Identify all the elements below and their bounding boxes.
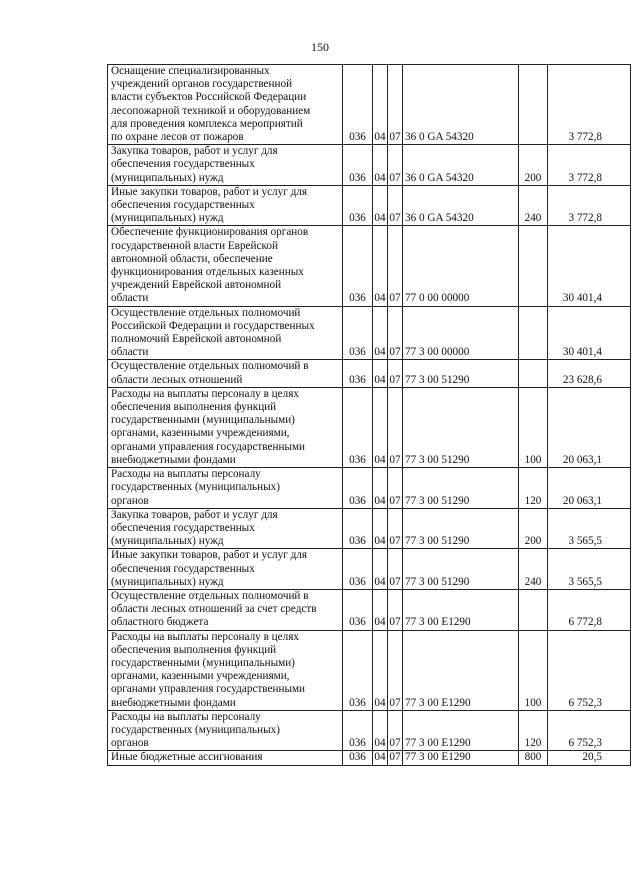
section-code: 04: [373, 508, 388, 549]
row-description: Обеспечение функционирования органов государственной власти Еврейской автономной области, обеспечение функционирования отдельных казенных учреждений Еврейской автономной области: [108, 226, 343, 306]
article-code: 77 3 00 51290: [403, 360, 519, 387]
subsection-code: 07: [388, 65, 403, 145]
row-description: Расходы на выплаты персоналу государственных (муниципальных) органов: [108, 468, 343, 509]
subsection-code: 07: [388, 589, 403, 630]
ministry-code: 036: [343, 549, 373, 590]
budget-table: [107, 64, 631, 766]
table-row: [108, 589, 631, 630]
table-row: [108, 710, 631, 751]
row-description: Расходы на выплаты персоналу государственных (муниципальных) органов: [108, 710, 343, 751]
row-description: Расходы на выплаты персоналу в целях обеспечения выполнения функций государственными (муниципальными) органами, казенными учреждениями, органами управления государственными внебюджетными фондами: [108, 630, 343, 710]
article-code: 77 3 00 51290: [403, 508, 519, 549]
subsection-code: 07: [388, 710, 403, 751]
ministry-code: 036: [343, 306, 373, 360]
ministry-code: 036: [343, 65, 373, 145]
article-code: 77 3 00 E1290: [403, 751, 519, 765]
subsection-code: 07: [388, 508, 403, 549]
expense-type-code: 240: [519, 549, 548, 590]
ministry-code: 036: [343, 185, 373, 226]
table-row: [108, 751, 631, 765]
expense-type-code: 200: [519, 145, 548, 186]
row-description: Иные закупки товаров, работ и услуг для обеспечения государственных (муниципальных) нужд: [108, 185, 343, 226]
subsection-code: 07: [388, 360, 403, 387]
budget-table-body: [108, 65, 631, 766]
expense-type-code: [519, 226, 548, 306]
article-code: 77 3 00 E1290: [403, 589, 519, 630]
subsection-code: 07: [388, 306, 403, 360]
amount: 3 772,8: [548, 145, 631, 186]
section-code: 04: [373, 306, 388, 360]
expense-type-code: 120: [519, 710, 548, 751]
row-description: Закупка товаров, работ и услуг для обеспечения государственных (муниципальных) нужд: [108, 145, 343, 186]
amount: 3 772,8: [548, 185, 631, 226]
row-description: Осуществление отдельных полномочий в области лесных отношений за счет средств областного бюджета: [108, 589, 343, 630]
ministry-code: 036: [343, 710, 373, 751]
ministry-code: 036: [343, 360, 373, 387]
ministry-code: 036: [343, 145, 373, 186]
subsection-code: 07: [388, 387, 403, 467]
section-code: 04: [374, 751, 386, 764]
section-code: 04: [373, 226, 388, 306]
table-row: [108, 508, 631, 549]
table-row: [108, 185, 631, 226]
section-code: 04: [373, 549, 388, 590]
subsection-code: 07: [388, 185, 403, 226]
ministry-code: 036: [343, 387, 373, 467]
section-code: 04: [373, 387, 388, 467]
section-code: 04: [373, 360, 388, 387]
article-code: 36 0 GA 54320: [403, 145, 519, 186]
row-description: Иные закупки товаров, работ и услуг для обеспечения государственных (муниципальных) нужд: [108, 549, 343, 590]
page-number: 150: [311, 40, 329, 54]
amount: 3 772,8: [548, 65, 631, 145]
table-row: [108, 145, 631, 186]
ministry-code: 036: [343, 751, 373, 765]
article-code: 77 3 00 51290: [403, 468, 519, 509]
amount: 20,5: [548, 751, 631, 765]
expense-type-code: 240: [519, 185, 548, 226]
ministry-code: 036: [343, 468, 373, 509]
row-description: Оснащение специализированных учреждений органов государственной власти субъектов Российской Федерации лесопожарной техникой и оборудованием для проведения комплекса мероприятий по охране лесов от пожаров: [108, 65, 343, 145]
article-code: 36 0 GA 54320: [403, 185, 519, 226]
section-code: 04: [373, 468, 388, 509]
article-code: 77 0 00 00000: [403, 226, 519, 306]
subsection-code: 07: [388, 145, 403, 186]
ministry-code: 036: [343, 589, 373, 630]
table-row: [108, 360, 631, 387]
expense-type-code: 200: [519, 508, 548, 549]
amount: 20 063,1: [548, 468, 631, 509]
expense-type-code: 100: [519, 630, 548, 710]
amount: 6 752,3: [548, 630, 631, 710]
table-row: [108, 387, 631, 467]
article-code: 77 3 00 51290: [403, 549, 519, 590]
expense-type-code: 120: [519, 468, 548, 509]
amount: 3 565,5: [548, 508, 631, 549]
amount: 23 628,6: [548, 360, 631, 387]
expense-type-code: 100: [519, 387, 548, 467]
table-row: [108, 65, 631, 145]
table-row: [108, 468, 631, 509]
subsection-code: 07: [388, 549, 403, 590]
table-row: [108, 306, 631, 360]
expense-type-code: [519, 589, 548, 630]
section-code: 04: [373, 589, 388, 630]
subsection-code: 07: [388, 468, 403, 509]
section-code: 04: [373, 65, 388, 145]
ministry-code: 036: [343, 630, 373, 710]
amount: 3 565,5: [548, 549, 631, 590]
expense-type-code: 800: [519, 751, 548, 765]
section-code: 04: [373, 710, 388, 751]
amount: 6 772,8: [548, 589, 631, 630]
section-code: 04: [373, 185, 388, 226]
row-description: Закупка товаров, работ и услуг для обеспечения государственных (муниципальных) нужд: [108, 508, 343, 549]
row-description: Осуществление отдельных полномочий Российской Федерации и государственных полномочий Еврейской автономной области: [108, 306, 343, 360]
ministry-code: 036: [343, 508, 373, 549]
section-code: 04: [373, 145, 388, 186]
section-code: 04: [373, 630, 388, 710]
table-row: [108, 549, 631, 590]
table-row: [108, 226, 631, 306]
table-row: [108, 630, 631, 710]
amount: 6 752,3: [548, 710, 631, 751]
ministry-code: 036: [343, 226, 373, 306]
article-code: 77 3 00 00000: [403, 306, 519, 360]
article-code: 77 3 00 51290: [403, 387, 519, 467]
amount: 20 063,1: [548, 387, 631, 467]
row-description: Осуществление отдельных полномочий в области лесных отношений: [108, 360, 343, 387]
row-description: Иные бюджетные ассигнования: [108, 751, 343, 765]
amount: 30 401,4: [548, 306, 631, 360]
subsection-code: 07: [388, 630, 403, 710]
subsection-code: 07: [389, 751, 401, 764]
row-description: Расходы на выплаты персоналу в целях обеспечения выполнения функций государственными (муниципальными) органами, казенными учреждениями, органами управления государственными внебюджетными фондами: [108, 387, 343, 467]
amount: 30 401,4: [548, 226, 631, 306]
article-code: 36 0 GA 54320: [403, 65, 519, 145]
subsection-code: 07: [388, 226, 403, 306]
article-code: 77 3 00 E1290: [403, 710, 519, 751]
expense-type-code: [519, 306, 548, 360]
expense-type-code: [519, 360, 548, 387]
expense-type-code: [519, 65, 548, 145]
article-code: 77 3 00 E1290: [403, 630, 519, 710]
